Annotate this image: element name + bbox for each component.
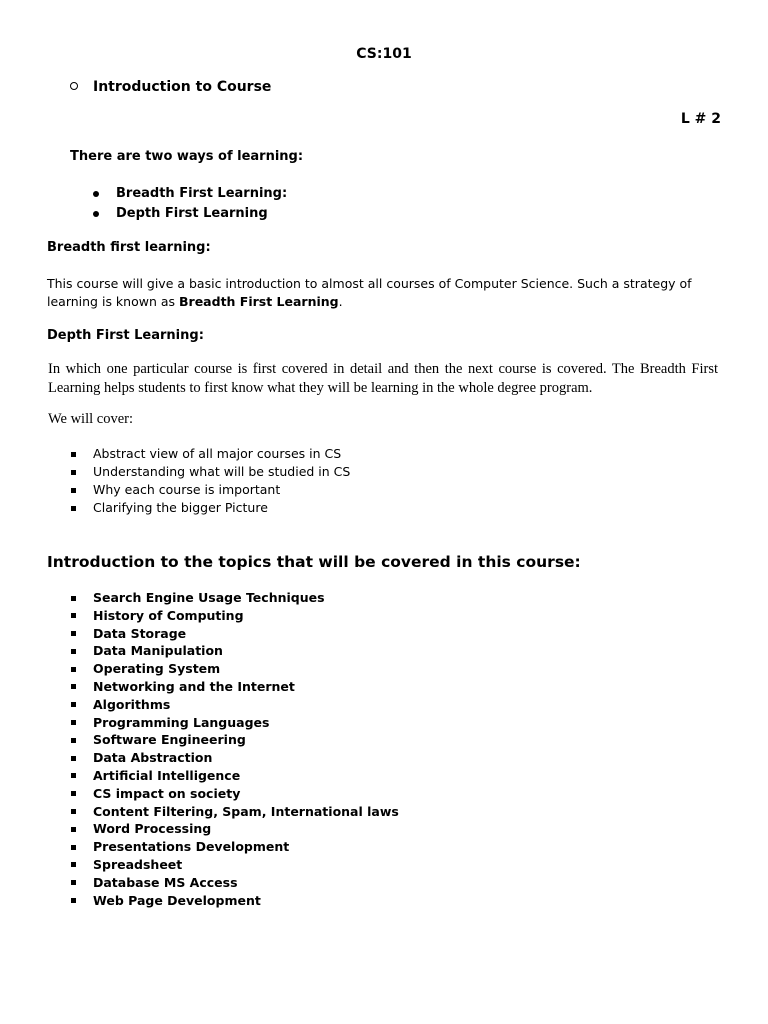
list-item — [70, 696, 399, 714]
list-item-label: Artificial Intelligence — [93, 767, 241, 783]
list-item-label: Database MS Access — [93, 874, 238, 890]
list-item-label: Programming Languages — [93, 714, 270, 730]
list-item-label: Spreadsheet — [93, 856, 183, 872]
breadth-first-heading: Breadth first learning: — [47, 240, 211, 255]
lecture-number: L # 2 — [680, 111, 721, 127]
list-item — [70, 463, 350, 481]
square-bullet-icon — [71, 452, 76, 457]
list-item-label: Breadth First Learning: — [116, 186, 288, 201]
square-bullet-icon — [71, 470, 76, 475]
square-bullet-icon — [71, 649, 76, 654]
list-item — [70, 481, 350, 499]
square-bullet-icon — [71, 845, 76, 850]
square-bullet-icon — [71, 720, 76, 725]
list-item — [70, 499, 350, 517]
list-item — [70, 660, 399, 678]
list-item — [70, 731, 399, 749]
list-item — [70, 803, 399, 821]
list-item-label: Search Engine Usage Techniques — [93, 590, 325, 605]
intro-heading — [70, 79, 271, 95]
square-bullet-icon — [71, 773, 76, 778]
square-bullet-icon — [71, 488, 76, 493]
breadth-first-text: This course will give a basic introduction to almost all courses of Computer Science. Such a strategy of learning is known as — [47, 276, 692, 309]
list-item — [70, 642, 399, 660]
square-bullet-icon — [71, 738, 76, 743]
list-item-label: Web Page Development — [93, 892, 261, 908]
hollow-bullet-icon — [70, 82, 78, 90]
list-item-label: Clarifying the bigger Picture — [93, 500, 268, 515]
list-item — [70, 607, 399, 625]
bullet-dot-icon — [93, 191, 99, 197]
list-item — [70, 856, 399, 874]
list-item-label: History of Computing — [93, 607, 244, 623]
list-item-label: Data Abstraction — [93, 750, 213, 766]
list-item-label: Understanding what will be studied in CS — [93, 464, 351, 479]
coverage-list — [70, 445, 350, 517]
square-bullet-icon — [71, 809, 76, 814]
list-item-label: Why each course is important — [93, 482, 281, 497]
list-item-label: Word Processing — [93, 821, 212, 837]
course-code-title: CS:101 — [356, 46, 412, 62]
list-item-label: Networking and the Internet — [93, 678, 295, 694]
square-bullet-icon — [71, 684, 76, 689]
intro-heading-text: Introduction to Course — [93, 79, 272, 95]
square-bullet-icon — [71, 631, 76, 636]
depth-first-paragraph: In which one particular course is first covered in detail and then the next course is covered. The Breadth First Learning helps students to first know what they will be learning in the whole degree program. — [48, 361, 718, 396]
list-item-label: Algorithms — [93, 696, 171, 712]
list-item — [92, 184, 287, 204]
square-bullet-icon — [71, 596, 76, 601]
list-item-label: Presentations Development — [93, 839, 290, 855]
list-item — [70, 678, 399, 696]
list-item — [70, 785, 399, 803]
list-item-label: Operating System — [93, 661, 221, 677]
square-bullet-icon — [71, 756, 76, 761]
square-bullet-icon — [71, 862, 76, 867]
list-item — [70, 892, 399, 910]
square-bullet-icon — [71, 827, 76, 832]
bullet-dot-icon — [93, 211, 99, 217]
topics-list — [70, 589, 399, 909]
list-item — [70, 767, 399, 785]
square-bullet-icon — [71, 880, 76, 885]
topics-heading: Introduction to the topics that will be covered in this course: — [47, 553, 581, 571]
list-item — [70, 445, 350, 463]
square-bullet-icon — [71, 613, 76, 618]
list-item — [70, 714, 399, 732]
list-item — [70, 589, 399, 607]
square-bullet-icon — [71, 898, 76, 903]
coverage-heading: We will cover: — [48, 411, 133, 427]
list-item-label: Content Filtering, Spam, International laws — [93, 803, 399, 819]
breadth-first-paragraph — [47, 275, 727, 310]
list-item — [70, 874, 399, 892]
square-bullet-icon — [71, 702, 76, 707]
learning-ways-list — [92, 184, 287, 224]
square-bullet-icon — [71, 506, 76, 511]
list-item-label: Depth First Learning — [116, 206, 268, 221]
depth-first-heading: Depth First Learning: — [47, 328, 204, 343]
square-bullet-icon — [71, 667, 76, 672]
learning-ways-intro: There are two ways of learning: — [70, 149, 304, 164]
list-item-label: Data Manipulation — [93, 643, 223, 659]
square-bullet-icon — [71, 791, 76, 796]
list-item-label: Data Storage — [93, 625, 187, 641]
list-item — [70, 838, 399, 856]
list-item — [70, 625, 399, 643]
list-item-label: Abstract view of all major courses in CS — [93, 446, 342, 461]
list-item-label: Software Engineering — [93, 732, 246, 748]
list-item — [92, 204, 287, 224]
list-item — [70, 749, 399, 767]
breadth-first-text-end: . — [338, 293, 343, 309]
list-item — [70, 820, 399, 838]
list-item-label: CS impact on society — [93, 785, 241, 801]
breadth-first-emphasis: Breadth First Learning — [179, 293, 339, 309]
